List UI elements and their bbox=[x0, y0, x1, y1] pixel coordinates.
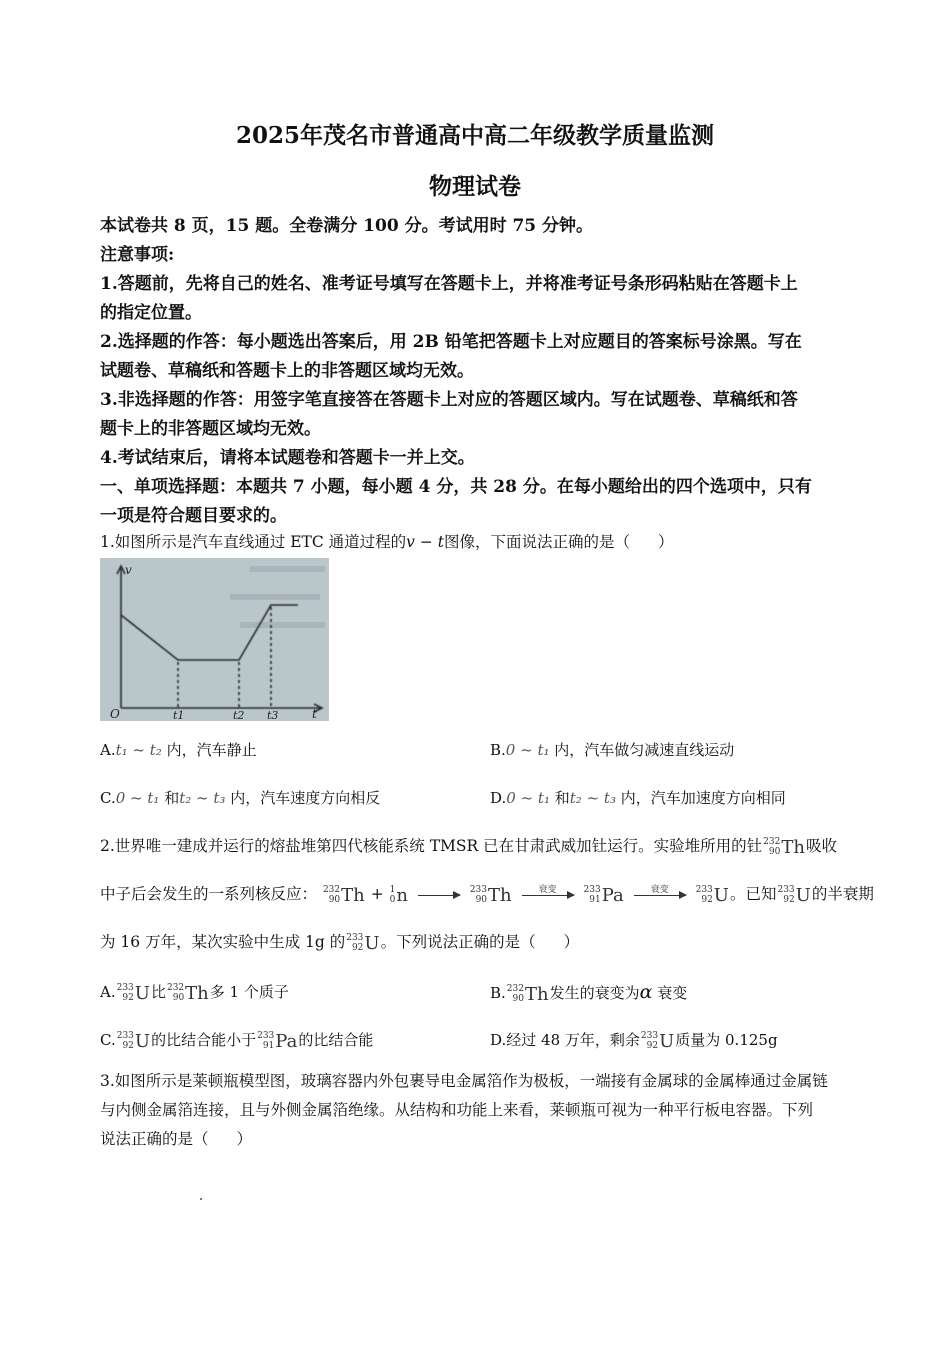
q1-option-d: D.0 ~ t₁ 和t₂ ~ t₃ 内，汽车加速度方向相同 bbox=[490, 789, 786, 807]
notice-item-4: 4.考试结束后，请将本试题卷和答题卡一并上交。 bbox=[100, 448, 475, 468]
q1-stem-var: v − t bbox=[406, 533, 444, 551]
section1-line-1: 一、单项选择题：本题共 7 小题，每小题 4 分，共 28 分。在每小题给出的四个选项中，只有 bbox=[100, 477, 812, 497]
decay-arrow-icon: 衰变 bbox=[522, 885, 574, 906]
nuclide-u233: 233 92 U bbox=[346, 932, 380, 954]
nuclide-pa233: 233 91 Pa bbox=[583, 884, 624, 906]
exam-summary: 本试卷共 8 页，15 题。全卷满分 100 分。考试用时 75 分钟。 bbox=[100, 216, 594, 236]
q2-option-b: B. 232 90 Th发生的衰变为α 衰变 bbox=[490, 981, 688, 1005]
stray-dot bbox=[200, 1198, 202, 1200]
vt-graph bbox=[100, 558, 329, 721]
nuclide-th233: 233 90 Th bbox=[469, 884, 512, 906]
q2-option-c: C. 233 92 U的比结合能小于 233 91 Pa的比结合能 bbox=[100, 1030, 374, 1052]
notice-item-2-line-2: 试题卷、草稿纸和答题卡上的非答题区域均无效。 bbox=[100, 361, 474, 381]
q1-option-b: B.0 ~ t₁ 内，汽车做匀减速直线运动 bbox=[490, 741, 735, 759]
q1-option-c: C.0 ~ t₁ 和t₂ ~ t₃ 内，汽车速度方向相反 bbox=[100, 789, 381, 807]
nuclide-th232: 232 90 Th bbox=[763, 836, 805, 858]
decay-arrow-icon: 衰变 bbox=[634, 885, 686, 906]
q2-option-d: D.经过 48 万年，剩余 233 92 U质量为 0.125g bbox=[490, 1030, 778, 1052]
q3-line-1: 3.如图所示是莱顿瓶模型图，玻璃容器内外包裹导电金属箔作为极板，一端接有金属球的金属棒通过金属链 bbox=[100, 1072, 828, 1090]
q3-line-3: 说法正确的是（ ） bbox=[100, 1130, 253, 1148]
vt-graph-svg bbox=[100, 558, 329, 721]
q1-option-a: A.t₁ ~ t₂ 内，汽车静止 bbox=[100, 741, 257, 759]
nuclide-neutron: 1 0 n bbox=[389, 884, 408, 906]
nuclide-u233: 233 92 U bbox=[695, 884, 729, 906]
v-axis-label: v bbox=[125, 563, 132, 577]
section1-line-2: 一项是符合题目要求的。 bbox=[100, 506, 287, 526]
q2-option-a: A. 233 92 U比 232 90 Th多 1 个质子 bbox=[100, 982, 289, 1004]
exam-title: 2025年茂名市普通高中高二年级教学质量监测 bbox=[235, 122, 714, 149]
t3-label: t3 bbox=[267, 709, 279, 721]
nuclide-th232: 232 90 Th bbox=[322, 884, 365, 906]
q2-line-1: 2.世界唯一建成并运行的熔盐堆第四代核能系统 TMSR 已在甘肃武威加钍运行。实验堆所用的钍 232 90 Th吸收 bbox=[100, 836, 837, 858]
q2-line-3: 为 16 万年，某次实验中生成 1g 的 233 92 U。下列说法正确的是（ ） bbox=[100, 932, 580, 954]
reaction-arrow-icon bbox=[418, 885, 460, 906]
q2-line-2: 中子后会发生的一系列核反应： 232 90 Th + 1 0 n 233 90 Th 衰变 233 91 Pa 衰变 233 92 U。已知 233 92 U的半衰期 bbox=[100, 884, 874, 906]
origin-label: O bbox=[110, 707, 120, 721]
notice-heading: 注意事项: bbox=[100, 245, 175, 265]
plus-sign: + bbox=[370, 885, 384, 903]
t2-label: t2 bbox=[233, 709, 245, 721]
notice-item-3-line-2: 题卡上的非答题区域均无效。 bbox=[100, 419, 321, 439]
notice-item-2-line-1: 2.选择题的作答：每小题选出答案后，用 2B 铅笔把答题卡上对应题目的答案标号涂黑。写在 bbox=[100, 332, 802, 352]
notice-item-1-line-2: 的指定位置。 bbox=[100, 303, 202, 323]
exam-subtitle: 物理试卷 bbox=[429, 173, 521, 200]
notice-item-1-line-1: 1.答题前，先将自己的姓名、准考证号填写在答题卡上，并将准考证号条形码粘贴在答题卡上 bbox=[100, 274, 798, 294]
nuclide-u233: 233 92 U bbox=[777, 884, 811, 906]
t-axis-label: t bbox=[312, 707, 317, 721]
notice-item-3-line-1: 3.非选择题的作答：用签字笔直接答在答题卡上对应的答题区域内。写在试题卷、草稿纸和答 bbox=[100, 390, 798, 410]
q3-line-2: 与内侧金属箔连接，且与外侧金属箔绝缘。从结构和功能上来看，莱顿瓶可视为一种平行板电容器。下列 bbox=[100, 1101, 814, 1119]
t1-label: t1 bbox=[173, 709, 185, 721]
q1-stem: 1.如图所示是汽车直线通过 ETC 通道过程的v − t图像，下面说法正确的是（ ） bbox=[100, 533, 674, 551]
